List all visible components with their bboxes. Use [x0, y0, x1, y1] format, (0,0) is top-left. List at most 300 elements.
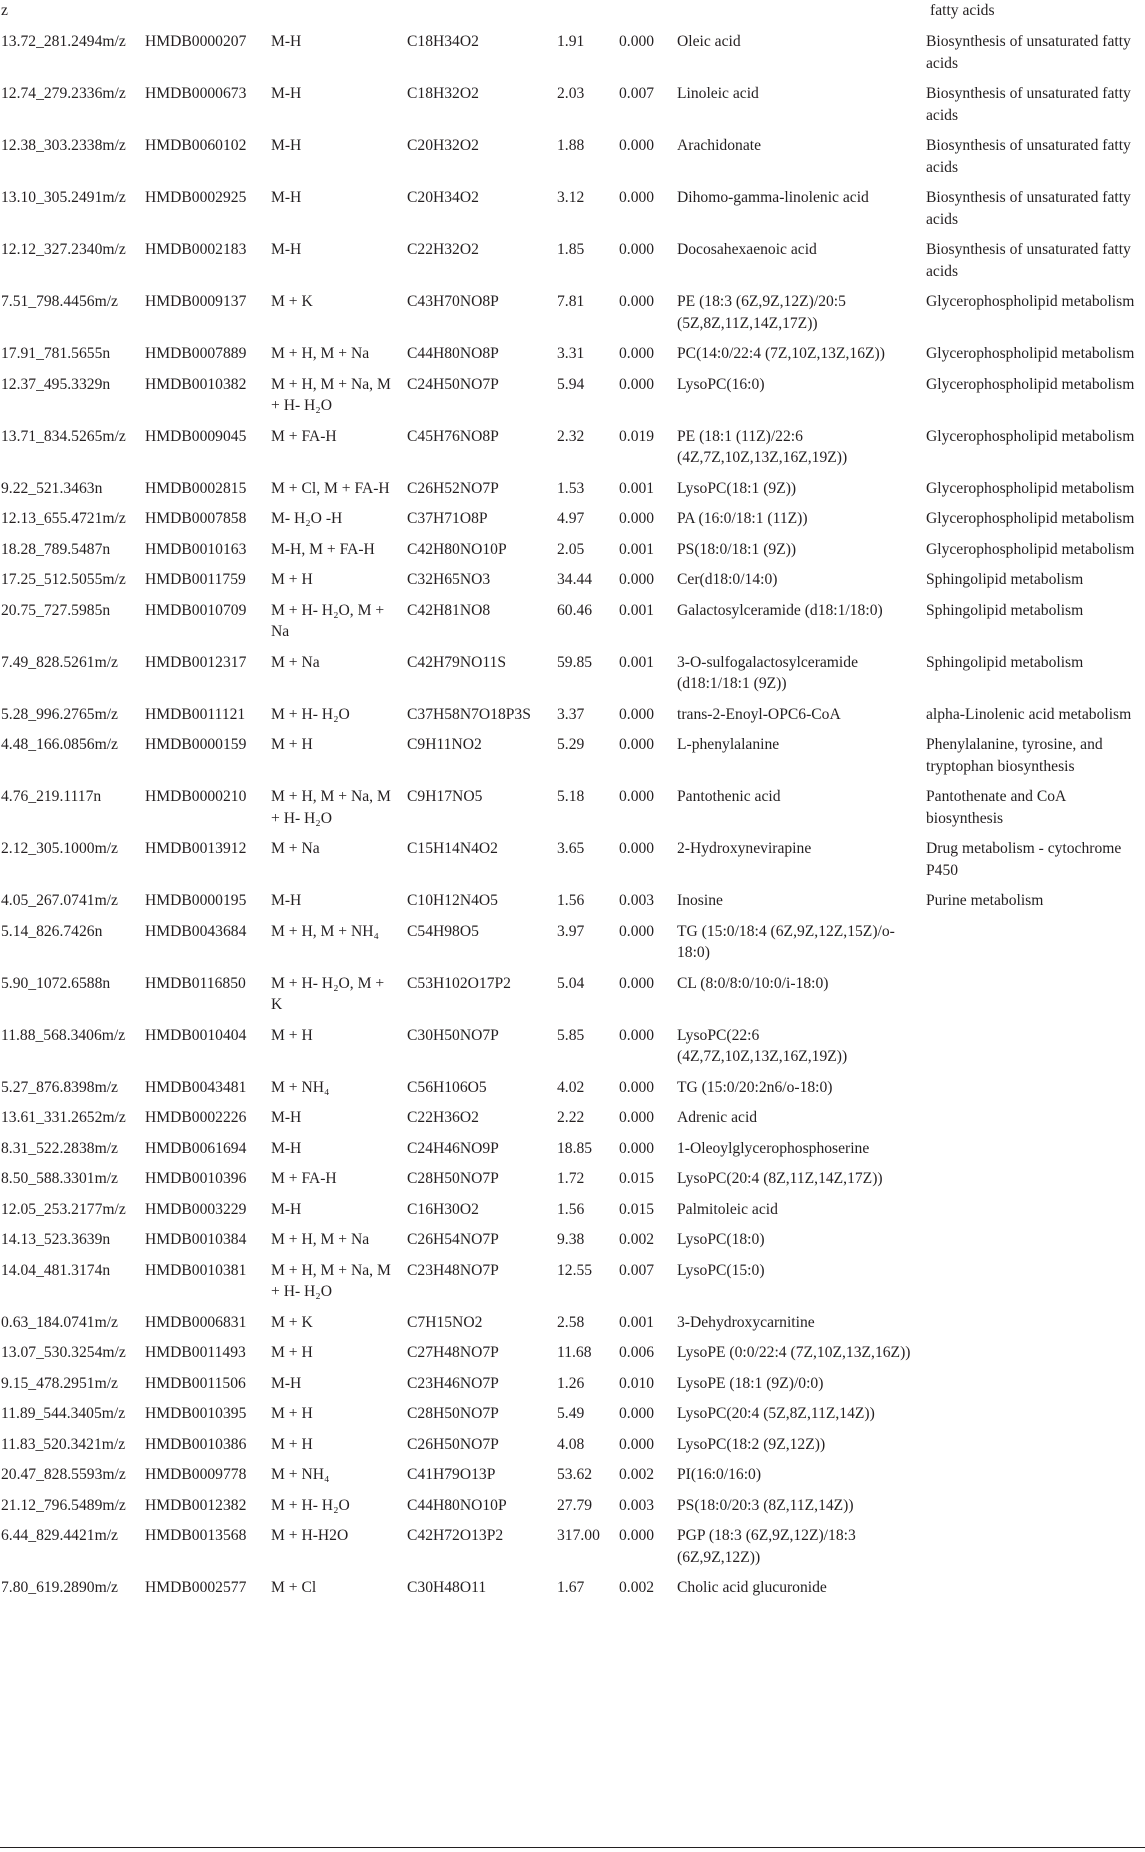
mz-cell: 21.12_796.5489m/z — [1, 1496, 126, 1514]
hmdb-id-cell: HMDB0010395 — [145, 1405, 247, 1422]
table-bottom-rule — [0, 1847, 1145, 1848]
adduct-cell: M + Cl — [271, 1579, 317, 1596]
p-value-cell: 0.000 — [619, 33, 655, 50]
p-value-cell: 0.002 — [619, 1466, 655, 1483]
adduct-cell: M-H — [271, 1374, 302, 1392]
metabolite-name-cell: 2-Hydroxynevirapine — [677, 840, 812, 857]
table-row — [0, 648, 1145, 700]
pathway-cell: Glycerophospholipid metabolism — [926, 293, 1135, 310]
fold-change-cell: 53.62 — [557, 1466, 593, 1483]
metabolite-name-cell: PS(18:0/20:3 (8Z,11Z,14Z)) — [677, 1496, 854, 1514]
pathway-cell: Sphingolipid metabolism — [926, 571, 1084, 588]
formula-cell: C18H34O2 — [407, 33, 479, 50]
formula-cell: C15H14N4O2 — [407, 840, 498, 857]
hmdb-id-cell: HMDB0009045 — [145, 427, 247, 445]
p-value-cell: 0.001 — [619, 1313, 655, 1331]
mz-cell: 4.05_267.0741m/z — [1, 892, 118, 909]
fold-change-cell: 1.88 — [557, 137, 585, 154]
table-row — [0, 339, 1145, 370]
fold-change-cell: 7.81 — [557, 293, 585, 310]
mz-cell: 12.13_655.4721m/z — [1, 510, 126, 527]
metabolite-name-cell: LysoPC(18:2 (9Z,12Z)) — [677, 1435, 826, 1453]
adduct-cell: M-H — [271, 892, 302, 909]
mz-cell: 4.48_166.0856m/z — [1, 736, 118, 753]
fold-change-cell: 1.72 — [557, 1170, 585, 1187]
formula-cell: C9H11NO2 — [407, 736, 482, 753]
table-row — [0, 1521, 1145, 1573]
hmdb-id-cell: HMDB0011506 — [145, 1374, 246, 1392]
formula-cell: C28H50NO7P — [407, 1170, 499, 1187]
pathway-cell: Purine metabolism — [926, 892, 1044, 909]
table-row — [0, 1308, 1145, 1339]
hmdb-id-cell: HMDB0000195 — [145, 892, 247, 909]
p-value-cell: 0.002 — [619, 1579, 655, 1596]
pathway-cell: Glycerophospholipid metabolism — [926, 427, 1135, 445]
formula-cell: C26H54NO7P — [407, 1231, 499, 1248]
adduct-cell: M-H — [271, 189, 302, 206]
formula-cell: C41H79O13P — [407, 1466, 496, 1483]
metabolite-name-cell: Cholic acid glucuronide — [677, 1579, 827, 1596]
mz-cell: 11.83_520.3421m/z — [1, 1435, 126, 1453]
fold-change-cell: 3.31 — [557, 345, 585, 362]
p-value-cell: 0.000 — [619, 1078, 655, 1096]
metabolite-name-cell: TG (15:0/18:4 (6Z,9Z,12Z,15Z)/o-18:0) — [677, 922, 895, 961]
adduct-cell: M + H — [271, 1344, 313, 1361]
pathway-cell — [926, 917, 1145, 969]
mz-cell: 20.75_727.5985n — [1, 601, 111, 619]
p-value-cell: 0.000 — [619, 974, 655, 992]
p-value-cell: 0.000 — [619, 736, 655, 753]
pathway-cell — [926, 1164, 1145, 1195]
pathway-cell — [926, 1430, 1145, 1461]
metabolite-name-cell: TG (15:0/20:2n6/o-18:0) — [677, 1078, 833, 1096]
table-row — [0, 131, 1145, 183]
table-row — [0, 287, 1145, 339]
metabolite-name-cell: Palmitoleic acid — [677, 1200, 778, 1218]
formula-cell: C27H48NO7P — [407, 1344, 499, 1361]
table-row — [0, 1573, 1145, 1604]
adduct-cell: M + H- H₂O, M + K — [271, 974, 385, 1013]
metabolite-name-cell: PC(14:0/22:4 (7Z,10Z,13Z,16Z)) — [677, 345, 885, 362]
fold-change-cell: 5.94 — [557, 375, 585, 393]
formula-cell: C42H81NO8 — [407, 601, 491, 619]
hmdb-id-cell: HMDB0007858 — [145, 510, 247, 527]
fold-change-cell: 5.29 — [557, 736, 585, 753]
pathway-cell — [926, 1225, 1145, 1256]
p-value-cell: 0.000 — [619, 1109, 655, 1126]
adduct-cell: M + Na — [271, 653, 320, 671]
table-row — [0, 917, 1145, 969]
p-value-cell: 0.000 — [619, 1405, 655, 1422]
fold-change-cell: 2.32 — [557, 427, 585, 445]
mz-cell: 5.27_876.8398m/z — [1, 1078, 118, 1096]
formula-cell: C7H15NO2 — [407, 1313, 483, 1331]
adduct-cell: M + Cl, M + FA-H — [271, 479, 390, 497]
p-value-cell: 0.015 — [619, 1200, 655, 1218]
hmdb-id-cell: HMDB0002226 — [145, 1109, 247, 1126]
fold-change-cell: 3.37 — [557, 705, 585, 723]
pathway-cell: Glycerophospholipid metabolism — [926, 479, 1135, 497]
table-row — [0, 700, 1145, 731]
p-value-cell: 0.007 — [619, 85, 655, 102]
hmdb-id-cell: HMDB0010386 — [145, 1435, 247, 1453]
metabolite-name-cell: Arachidonate — [677, 137, 761, 154]
hmdb-id-cell: HMDB0002925 — [145, 189, 247, 206]
pathway-cell: Glycerophospholipid metabolism — [926, 510, 1135, 527]
table-row — [0, 1338, 1145, 1369]
pathway-cell — [926, 1369, 1145, 1400]
mz-cell: 11.89_544.3405m/z — [1, 1405, 126, 1422]
p-value-cell: 0.001 — [619, 479, 655, 497]
formula-cell: C24H46NO9P — [407, 1139, 499, 1157]
formula-cell: C53H102O17P2 — [407, 974, 511, 992]
metabolite-name-cell: 1-Oleoylglycerophosphoserine — [677, 1139, 870, 1157]
mz-cell: 11.88_568.3406m/z — [1, 1026, 126, 1044]
mz-cell: 8.50_588.3301m/z — [1, 1170, 118, 1187]
hmdb-id-cell: HMDB0010384 — [145, 1231, 247, 1248]
metabolite-name-cell: Docosahexaenoic acid — [677, 241, 817, 258]
mz-cell: 9.22_521.3463n — [1, 479, 103, 497]
mz-cell: 0.63_184.0741m/z — [1, 1313, 118, 1331]
continued-row-fragment — [0, 0, 1145, 27]
pathway-cell: Glycerophospholipid metabolism — [926, 375, 1135, 393]
fold-change-cell: 9.38 — [557, 1231, 585, 1248]
hmdb-id-cell: HMDB0000159 — [145, 736, 247, 753]
metabolite-name-cell: L-phenylalanine — [677, 736, 780, 753]
adduct-cell: M-H — [271, 241, 302, 258]
adduct-cell: M- H₂O -H — [271, 510, 343, 527]
table-row — [0, 596, 1145, 648]
metabolite-name-cell: Galactosylceramide (d18:1/18:0) — [677, 601, 883, 619]
adduct-cell: M-H — [271, 33, 302, 50]
p-value-cell: 0.000 — [619, 510, 655, 527]
adduct-cell: M-H — [271, 1139, 302, 1157]
adduct-cell: M-H, M + FA-H — [271, 540, 375, 558]
hmdb-id-cell: HMDB0002577 — [145, 1579, 247, 1596]
hmdb-id-cell: HMDB0010163 — [145, 540, 247, 558]
mz-cell: 7.80_619.2890m/z — [1, 1579, 118, 1596]
metabolite-name-cell: Pantothenic acid — [677, 788, 781, 805]
p-value-cell: 0.001 — [619, 601, 655, 619]
mz-cell: 17.25_512.5055m/z — [1, 571, 126, 588]
fold-change-cell: 5.85 — [557, 1026, 585, 1044]
adduct-cell: M + H- H₂O, M + Na — [271, 601, 385, 640]
table-row — [0, 1369, 1145, 1400]
fragment-mz-suffix: z — [1, 2, 8, 19]
hmdb-id-cell: HMDB0010709 — [145, 601, 247, 619]
pathway-cell: Drug metabolism - cytochrome P450 — [926, 840, 1122, 879]
formula-cell: C22H36O2 — [407, 1109, 479, 1126]
formula-cell: C42H80NO10P — [407, 540, 507, 558]
adduct-cell: M + H- H₂O — [271, 1496, 350, 1514]
hmdb-id-cell: HMDB0011493 — [145, 1344, 246, 1361]
table-row — [0, 235, 1145, 287]
mz-cell: 18.28_789.5487n — [1, 540, 111, 558]
p-value-cell: 0.000 — [619, 345, 655, 362]
table-body — [0, 27, 1145, 1604]
fold-change-cell: 1.85 — [557, 241, 585, 258]
metabolite-name-cell: PE (18:1 (11Z)/22:6 (4Z,7Z,10Z,13Z,16Z,19Z)) — [677, 427, 848, 466]
fold-change-cell: 18.85 — [557, 1139, 593, 1157]
metabolite-name-cell: 3-O-sulfogalactosylceramide (d18:1/18:1 (9Z)) — [677, 653, 858, 692]
table-row — [0, 1256, 1145, 1308]
fold-change-cell: 5.18 — [557, 788, 585, 805]
mz-cell: 9.15_478.2951m/z — [1, 1374, 118, 1392]
fold-change-cell: 1.56 — [557, 1200, 585, 1218]
adduct-cell: M + NH₄ — [271, 1466, 330, 1483]
pathway-cell — [926, 1460, 1145, 1491]
formula-cell: C20H34O2 — [407, 189, 479, 206]
hmdb-id-cell: HMDB0011121 — [145, 705, 246, 723]
p-value-cell: 0.000 — [619, 1527, 655, 1544]
hmdb-id-cell: HMDB0060102 — [145, 137, 247, 154]
adduct-cell: M + K — [271, 1313, 313, 1331]
mz-cell: 4.76_219.1117n — [1, 788, 102, 805]
table-row — [0, 370, 1145, 422]
metabolite-name-cell: LysoPC(15:0) — [677, 1261, 765, 1279]
hmdb-id-cell: HMDB0002815 — [145, 479, 247, 497]
metabolite-name-cell: LysoPC(18:0) — [677, 1231, 765, 1248]
fragment-pathway-suffix: fatty acids — [930, 2, 995, 19]
table-row — [0, 1021, 1145, 1073]
pathway-cell: Biosynthesis of unsaturated fatty acids — [926, 85, 1131, 124]
metabolite-name-cell: Inosine — [677, 892, 723, 909]
fold-change-cell: 2.03 — [557, 85, 585, 102]
formula-cell: C20H32O2 — [407, 137, 479, 154]
hmdb-id-cell: HMDB0009137 — [145, 293, 247, 310]
fold-change-cell: 1.53 — [557, 479, 585, 497]
mz-cell: 13.10_305.2491m/z — [1, 189, 126, 206]
p-value-cell: 0.015 — [619, 1170, 655, 1187]
table-row — [0, 474, 1145, 505]
fold-change-cell: 27.79 — [557, 1496, 593, 1514]
formula-cell: C23H46NO7P — [407, 1374, 499, 1392]
adduct-cell: M + FA-H — [271, 1170, 337, 1187]
hmdb-id-cell: HMDB0012382 — [145, 1496, 247, 1514]
adduct-cell: M + H — [271, 571, 313, 588]
fold-change-cell: 1.26 — [557, 1374, 585, 1392]
metabolite-name-cell: PI(16:0/16:0) — [677, 1466, 762, 1483]
metabolite-name-cell: LysoPC(18:1 (9Z)) — [677, 479, 797, 497]
metabolite-name-cell: PA (16:0/18:1 (11Z)) — [677, 510, 808, 527]
pathway-cell: Glycerophospholipid metabolism — [926, 345, 1135, 362]
table-row — [0, 422, 1145, 474]
metabolite-name-cell: Cer(d18:0/14:0) — [677, 571, 778, 588]
adduct-cell: M + H, M + Na, M + H- H₂O — [271, 1261, 391, 1300]
metabolite-name-cell: LysoPC(16:0) — [677, 375, 765, 393]
table-row — [0, 1103, 1145, 1134]
formula-cell: C56H106O5 — [407, 1078, 487, 1096]
p-value-cell: 0.000 — [619, 1139, 655, 1157]
metabolite-name-cell: LysoPC(22:6 (4Z,7Z,10Z,13Z,16Z,19Z)) — [677, 1026, 848, 1065]
table-row — [0, 969, 1145, 1021]
formula-cell: C42H79NO11S — [407, 653, 507, 671]
mz-cell: 13.71_834.5265m/z — [1, 427, 126, 445]
mz-cell: 12.05_253.2177m/z — [1, 1200, 126, 1218]
adduct-cell: M-H — [271, 1109, 302, 1126]
fold-change-cell: 2.58 — [557, 1313, 585, 1331]
metabolite-name-cell: trans-2-Enoyl-OPC6-CoA — [677, 705, 841, 723]
mz-cell: 12.74_279.2336m/z — [1, 85, 126, 102]
formula-cell: C22H32O2 — [407, 241, 479, 258]
hmdb-id-cell: HMDB0116850 — [145, 974, 246, 992]
metabolite-name-cell: Oleic acid — [677, 33, 741, 50]
formula-cell: C26H52NO7P — [407, 479, 499, 497]
mz-cell: 5.90_1072.6588n — [1, 974, 111, 992]
mz-cell: 13.07_530.3254m/z — [1, 1344, 126, 1361]
p-value-cell: 0.000 — [619, 375, 655, 393]
adduct-cell: M + Na — [271, 840, 320, 857]
hmdb-id-cell: HMDB0003229 — [145, 1200, 247, 1218]
mz-cell: 13.72_281.2494m/z — [1, 33, 126, 50]
formula-cell: C9H17NO5 — [407, 788, 483, 805]
adduct-cell: M + FA-H — [271, 427, 337, 445]
p-value-cell: 0.003 — [619, 1496, 655, 1514]
metabolite-name-cell: LysoPC(20:4 (8Z,11Z,14Z,17Z)) — [677, 1170, 883, 1187]
formula-cell: C18H32O2 — [407, 85, 479, 102]
adduct-cell: M + H- H₂O — [271, 705, 350, 723]
adduct-cell: M + H, M + Na — [271, 345, 370, 362]
table-row — [0, 782, 1145, 834]
pathway-cell: Biosynthesis of unsaturated fatty acids — [926, 33, 1131, 72]
p-value-cell: 0.001 — [619, 653, 655, 671]
table-row — [0, 1491, 1145, 1522]
adduct-cell: M + H-H2O — [271, 1527, 349, 1544]
metabolite-name-cell: PS(18:0/18:1 (9Z)) — [677, 540, 797, 558]
hmdb-id-cell: HMDB0012317 — [145, 653, 247, 671]
adduct-cell: M + H, M + NH₄ — [271, 922, 379, 940]
fold-change-cell: 2.22 — [557, 1109, 585, 1126]
fold-change-cell: 3.65 — [557, 840, 585, 857]
metabolite-name-cell: LysoPE (18:1 (9Z)/0:0) — [677, 1374, 824, 1392]
p-value-cell: 0.000 — [619, 241, 655, 258]
table-row — [0, 1460, 1145, 1491]
p-value-cell: 0.007 — [619, 1261, 655, 1279]
mz-cell: 14.13_523.3639n — [1, 1231, 111, 1248]
table-row — [0, 504, 1145, 535]
table-row — [0, 1430, 1145, 1461]
hmdb-id-cell: HMDB0011759 — [145, 571, 246, 588]
mz-cell: 8.31_522.2838m/z — [1, 1139, 118, 1157]
p-value-cell: 0.006 — [619, 1344, 655, 1361]
metabolite-name-cell: LysoPC(20:4 (5Z,8Z,11Z,14Z)) — [677, 1405, 875, 1422]
formula-cell: C44H80NO8P — [407, 345, 499, 362]
pathway-cell: Phenylalanine, tyrosine, and tryptophan biosynthesis — [926, 736, 1103, 775]
mz-cell: 17.91_781.5655n — [1, 345, 111, 362]
fold-change-cell: 2.05 — [557, 540, 585, 558]
fold-change-cell: 1.67 — [557, 1579, 585, 1596]
formula-cell: C42H72O13P2 — [407, 1527, 504, 1544]
p-value-cell: 0.000 — [619, 788, 655, 805]
metabolite-name-cell: Adrenic acid — [677, 1109, 758, 1126]
fold-change-cell: 3.12 — [557, 189, 585, 206]
hmdb-id-cell: HMDB0000207 — [145, 33, 247, 50]
pathway-cell — [926, 1256, 1145, 1308]
table-row — [0, 1134, 1145, 1165]
pathway-cell: Biosynthesis of unsaturated fatty acids — [926, 189, 1131, 228]
formula-cell: C24H50NO7P — [407, 375, 499, 393]
formula-cell: C32H65NO3 — [407, 571, 491, 588]
p-value-cell: 0.000 — [619, 922, 655, 940]
fold-change-cell: 12.55 — [557, 1261, 593, 1279]
table-row — [0, 1164, 1145, 1195]
mz-cell: 7.51_798.4456m/z — [1, 293, 118, 310]
hmdb-id-cell: HMDB0013568 — [145, 1527, 247, 1544]
hmdb-id-cell: HMDB0013912 — [145, 840, 247, 857]
table-row — [0, 79, 1145, 131]
hmdb-id-cell: HMDB0010396 — [145, 1170, 247, 1187]
fold-change-cell: 4.08 — [557, 1435, 585, 1453]
pathway-cell — [926, 1073, 1145, 1104]
table-row — [0, 1399, 1145, 1430]
metabolite-name-cell: 3-Dehydroxycarnitine — [677, 1313, 815, 1331]
table-row — [0, 886, 1145, 917]
formula-cell: C37H58N7O18P3S — [407, 705, 531, 723]
p-value-cell: 0.000 — [619, 1435, 655, 1453]
table-row — [0, 535, 1145, 566]
metabolite-table — [0, 27, 1145, 1604]
table-row — [0, 1073, 1145, 1104]
p-value-cell: 0.002 — [619, 1231, 655, 1248]
table-row — [0, 834, 1145, 886]
pathway-cell: alpha-Linolenic acid metabolism — [926, 705, 1132, 723]
mz-cell: 5.28_996.2765m/z — [1, 705, 118, 723]
p-value-cell: 0.000 — [619, 137, 655, 154]
fold-change-cell: 60.46 — [557, 601, 593, 619]
fold-change-cell: 3.97 — [557, 922, 585, 940]
pathway-cell — [926, 1134, 1145, 1165]
fold-change-cell: 34.44 — [557, 571, 593, 588]
p-value-cell: 0.000 — [619, 705, 655, 723]
table-row — [0, 1195, 1145, 1226]
pathway-cell — [926, 1399, 1145, 1430]
mz-cell: 13.61_331.2652m/z — [1, 1109, 126, 1126]
hmdb-id-cell: HMDB0002183 — [145, 241, 247, 258]
formula-cell: C45H76NO8P — [407, 427, 499, 445]
fold-change-cell: 4.97 — [557, 510, 585, 527]
pathway-cell — [926, 969, 1145, 1021]
p-value-cell: 0.003 — [619, 892, 655, 909]
adduct-cell: M-H — [271, 137, 302, 154]
mz-cell: 6.44_829.4421m/z — [1, 1527, 118, 1544]
metabolite-name-cell: PGP (18:3 (6Z,9Z,12Z)/18:3 (6Z,9Z,12Z)) — [677, 1527, 856, 1566]
hmdb-id-cell: HMDB0043481 — [145, 1078, 247, 1096]
fold-change-cell: 5.04 — [557, 974, 585, 992]
mz-cell: 12.37_495.3329n — [1, 375, 111, 393]
pathway-cell — [926, 1338, 1145, 1369]
formula-cell: C37H71O8P — [407, 510, 488, 527]
table-row — [0, 565, 1145, 596]
formula-cell: C43H70NO8P — [407, 293, 499, 310]
fold-change-cell: 59.85 — [557, 653, 593, 671]
hmdb-id-cell: HMDB0009778 — [145, 1466, 247, 1483]
pathway-cell — [926, 1521, 1145, 1573]
hmdb-id-cell: HMDB0007889 — [145, 345, 247, 362]
p-value-cell: 0.000 — [619, 189, 655, 206]
pathway-cell — [926, 1195, 1145, 1226]
mz-cell: 12.12_327.2340m/z — [1, 241, 126, 258]
p-value-cell: 0.010 — [619, 1374, 655, 1392]
formula-cell: C54H98O5 — [407, 922, 479, 940]
pathway-cell: Biosynthesis of unsaturated fatty acids — [926, 137, 1131, 176]
pathway-cell — [926, 1308, 1145, 1339]
pathway-cell: Sphingolipid metabolism — [926, 601, 1084, 619]
pathway-cell — [926, 1491, 1145, 1522]
hmdb-id-cell: HMDB0043684 — [145, 922, 247, 940]
mz-cell: 14.04_481.3174n — [1, 1261, 111, 1279]
p-value-cell: 0.000 — [619, 1026, 655, 1044]
p-value-cell: 0.019 — [619, 427, 655, 445]
